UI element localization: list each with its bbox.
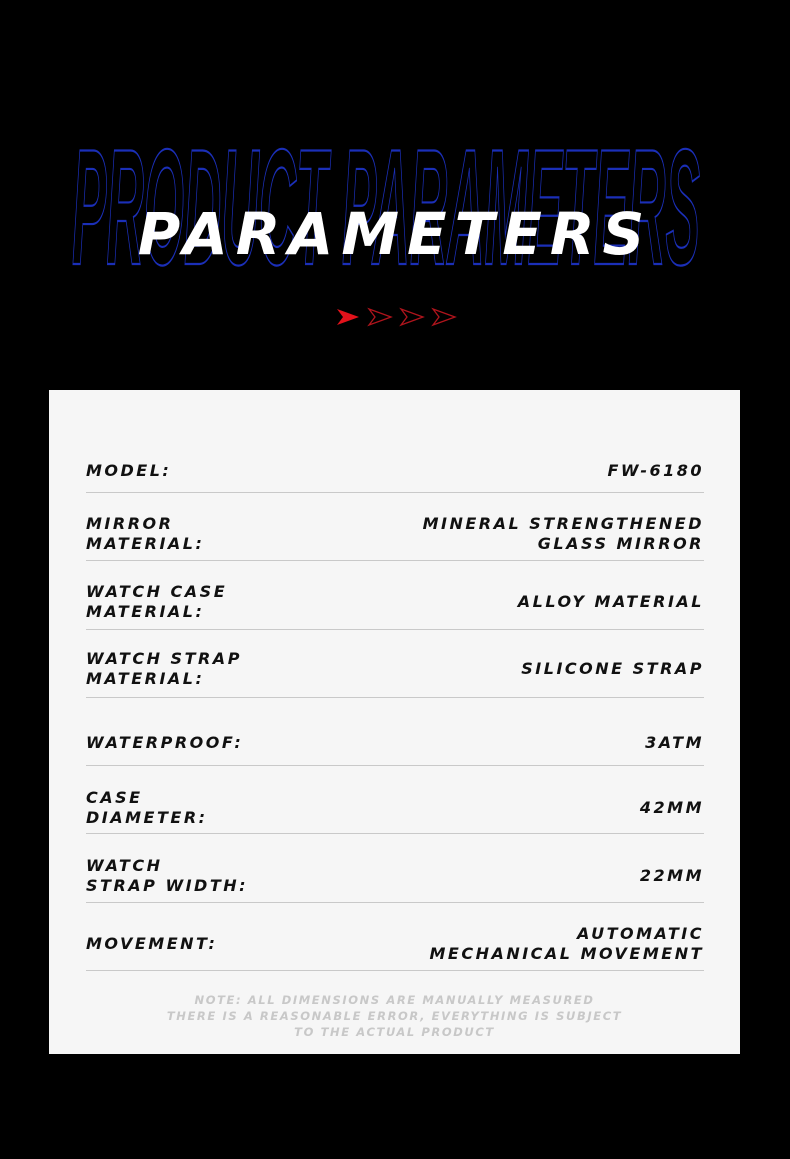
arrow-outline-icon — [431, 305, 457, 329]
param-label: WATERPROOF: — [86, 732, 244, 752]
param-value: 3ATM — [645, 732, 704, 752]
param-value: 42MM — [639, 797, 704, 817]
param-row-strap-material — [86, 641, 704, 698]
param-row-mirror-material — [86, 507, 704, 561]
title-product: PRODUCT — [0, 138, 790, 203]
param-label: MIRROR MATERIAL: — [86, 513, 205, 553]
param-label: WATCH CASE MATERIAL: — [86, 582, 228, 621]
param-value: AUTOMATIC MECHANICAL MOVEMENT — [429, 923, 704, 963]
param-row-model — [86, 449, 704, 493]
param-row-case-diameter — [86, 782, 704, 834]
measurement-note: NOTE: ALL DIMENSIONS ARE MANUALLY MEASURED THERE IS A REASONABLE ERROR, EVERYTHING IS SUBJECT TO THE ACTUAL PRODUCT — [166, 993, 623, 1039]
param-row-movement — [86, 917, 704, 971]
arrow-outline-icon — [367, 305, 393, 329]
param-label: WATCH STRAP WIDTH: — [86, 855, 249, 895]
title-parameters: PARAMETERS — [137, 200, 653, 268]
param-row-strap-width — [86, 849, 704, 903]
arrow-outline-icon — [399, 305, 425, 329]
param-label: MOVEMENT: — [86, 933, 218, 953]
param-value: FW-6180 — [607, 460, 704, 480]
arrow-icon — [335, 305, 361, 329]
param-label: CASE DIAMETER: — [86, 787, 208, 827]
param-label: MODEL: — [86, 460, 172, 480]
header — [0, 0, 790, 390]
param-value: 22MM — [639, 865, 704, 885]
decorative-arrows — [335, 305, 460, 331]
param-value: SILICONE STRAP — [521, 659, 704, 678]
param-value: MINERAL STRENGTHENED GLASS MIRROR — [422, 513, 704, 553]
param-value: ALLOY MATERIAL — [517, 592, 704, 611]
param-label: WATCH STRAP MATERIAL: — [86, 649, 242, 688]
param-row-case-material — [86, 575, 704, 630]
param-row-waterproof — [86, 720, 704, 766]
